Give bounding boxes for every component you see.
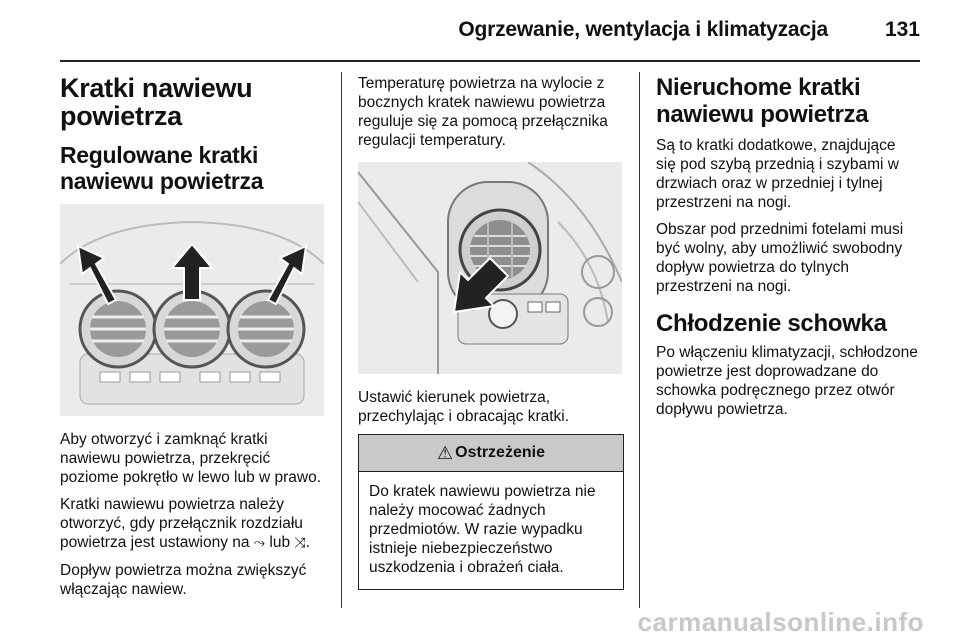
column-divider-1	[341, 72, 342, 608]
paragraph-vent-mode	[60, 495, 326, 553]
warning-triangle-icon: ⚠	[437, 442, 454, 463]
fixed-vents-title: Nieruchome kratki nawiewu powietrza	[656, 74, 869, 128]
glovebox-cooling-title: Chłodzenie schowka	[656, 310, 887, 337]
vent-mode-or: lub	[269, 534, 291, 551]
arrow-up-icon	[172, 244, 212, 300]
side-vent-illustration	[358, 162, 622, 374]
vent-left	[80, 291, 156, 367]
vent-right	[228, 291, 304, 367]
paragraph-adjust-direction: Ustawić kierunek powietrza, przechylając i obracając kratki.	[358, 389, 570, 425]
center-vents-drawing	[60, 204, 324, 416]
vent-mode-text: Kratki nawiewu powietrza należy otworzyć, gdy przełącznik rozdziału powietrza jest ustawiony na	[60, 496, 303, 551]
side-vent-drawing	[358, 162, 622, 374]
paragraph-glovebox-cooling: Po włączeniu klimatyzacji, schłodzone powietrze jest doprowadzane do schowka podręcznego przez otwór dopływu powietrza.	[656, 344, 918, 418]
paragraph-fan: Dopływ powietrza można zwiększyć włączając nawiew.	[60, 562, 307, 598]
left-column	[60, 74, 326, 607]
page-number: 131	[884, 18, 920, 41]
watermark: carmanualsonline.info	[637, 607, 924, 637]
dashboard-vents-illustration	[60, 204, 324, 416]
vent-mode-end: .	[305, 534, 310, 551]
paragraph-open-close: Aby otworzyć i zamknąć kratki nawiewu powietrza, przekręcić poziome pokrętło w lewo lub w prawo.	[60, 431, 322, 486]
air-distribution-face-icon: ⤳	[253, 535, 266, 551]
warning-box	[358, 434, 624, 590]
middle-column	[358, 74, 624, 590]
header-rule	[60, 60, 920, 62]
arrow-left-icon	[78, 246, 116, 304]
vent-center	[154, 291, 230, 367]
right-column	[656, 74, 918, 427]
paragraph-fixed-vents: Są to kratki dodatkowe, znajdujące się pod szybą przednią i szybami w drzwiach oraz w przedniej i tylnej przestrzeni na nogi.	[656, 137, 899, 211]
warning-title: Ostrzeżenie	[455, 444, 545, 461]
warning-header	[359, 435, 623, 472]
warning-body	[359, 472, 623, 589]
column-divider-2	[639, 72, 640, 608]
paragraph-under-seats: Obszar pod przednimi fotelami musi być wolny, aby umożliwić swobodny dopływ powietrza do tylnych przestrzeni na nogi.	[656, 221, 904, 295]
header-title: Ogrzewanie, wentylacja i klimatyzacja	[458, 18, 828, 41]
section-subtitle: Regulowane kratki nawiewu powietrza	[60, 142, 264, 194]
warning-text: Do kratek nawiewu powietrza nie należy mocować żadnych przedmiotów. W razie wypadku istnieje niebezpieczeństwo uszkodzenia i obrażeń ciała.	[369, 483, 596, 576]
air-distribution-face-feet-icon: ⤨	[294, 535, 306, 551]
section-title: Kratki nawiewu powietrza	[60, 73, 253, 131]
paragraph-side-vents-temperature: Temperaturę powietrza na wylocie z bocznych kratek nawiewu powietrza reguluje się za pomocą przełącznika regulacji temperatury.	[358, 75, 608, 149]
arrow-right-icon	[268, 246, 306, 304]
